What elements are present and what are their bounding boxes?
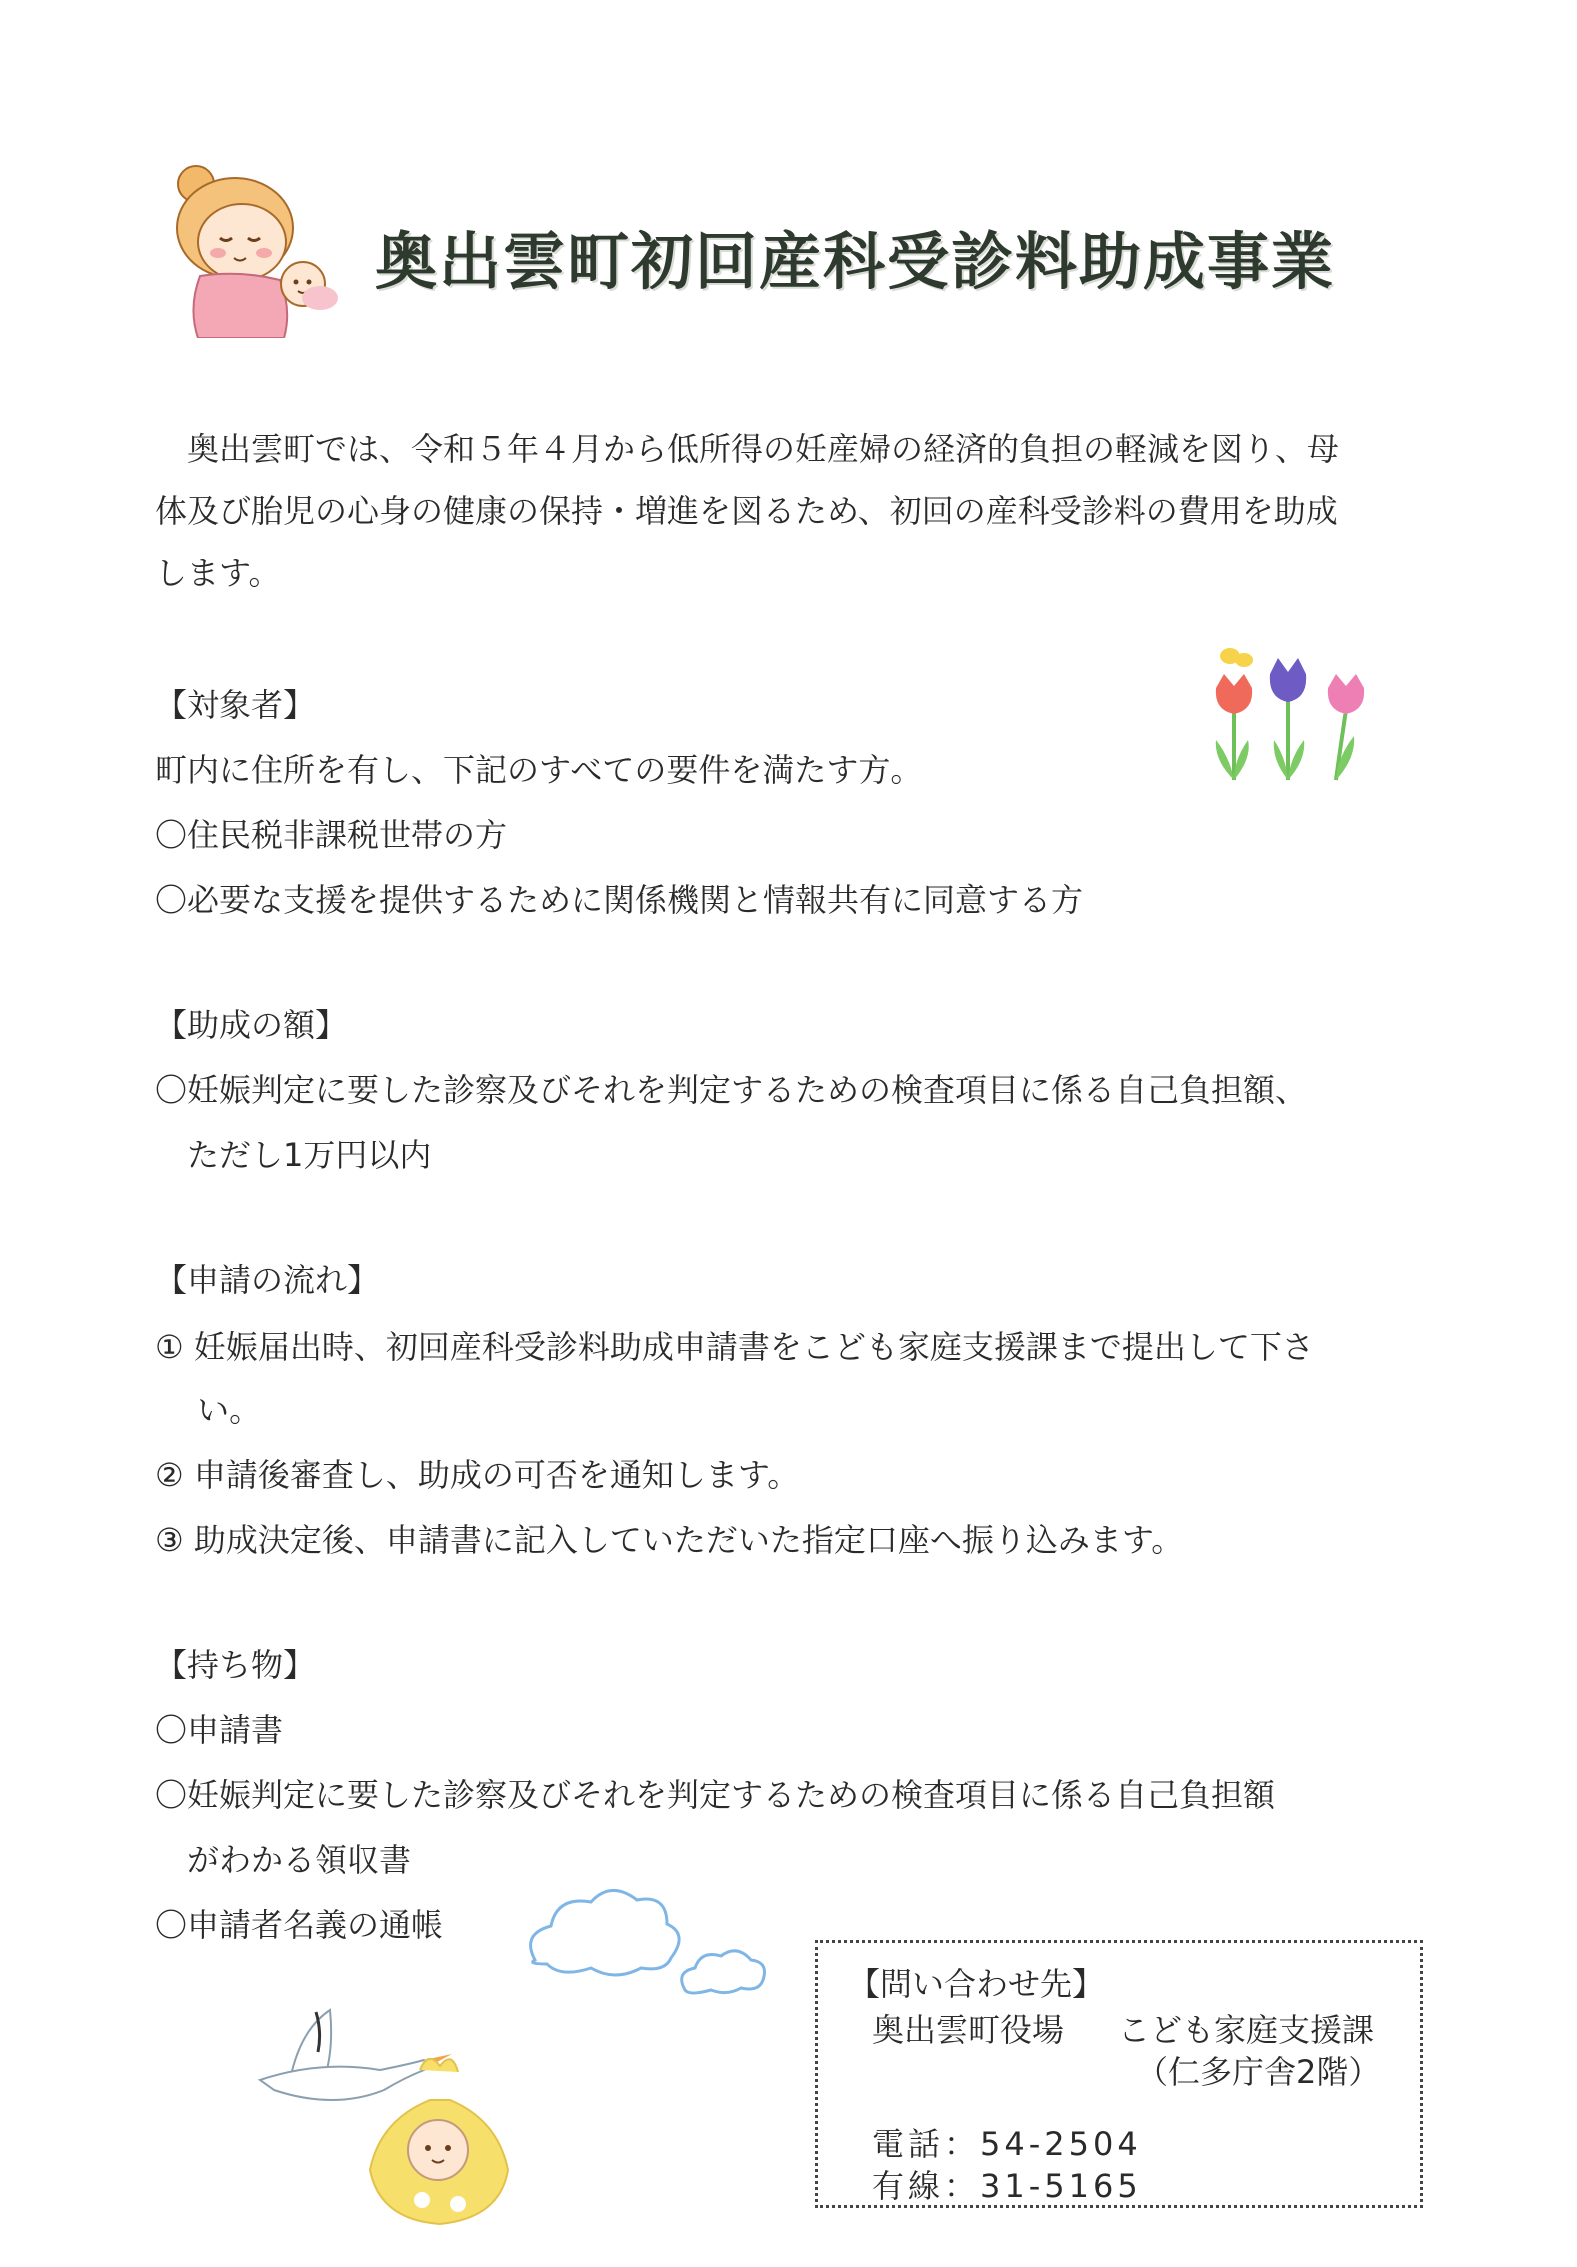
page-title: 奥出雲町初回産科受診料助成事業	[375, 225, 1336, 298]
intro-line: します。	[155, 554, 281, 592]
contact-phone: 電話：54-2504	[872, 2125, 1142, 2163]
tulips-illustration	[1200, 640, 1390, 800]
target-heading: 【対象者】	[155, 686, 316, 724]
stork-baby-illustration	[250, 2000, 550, 2230]
clouds-illustration	[515, 1880, 775, 2010]
contact-box	[815, 1940, 1423, 2208]
flow-line: い。	[155, 1391, 262, 1429]
mother-illustration	[160, 158, 350, 338]
target-line: 〇必要な支援を提供するために関係機関と情報共有に同意する方	[155, 881, 1084, 919]
contact-office: 奥出雲町役場	[872, 2011, 1065, 2049]
target-line: 〇住民税非課税世帯の方	[155, 816, 508, 854]
contact-heading: 【問い合わせ先】	[848, 1965, 1105, 2003]
flow-heading: 【申請の流れ】	[155, 1261, 380, 1299]
flow-line: ② 申請後審査し、助成の可否を通知します。	[155, 1456, 800, 1494]
intro-line: 奥出雲町では、令和５年４月から低所得の妊産婦の経済的負担の軽減を図り、母	[155, 430, 1340, 468]
intro-paragraph	[155, 418, 1339, 604]
flow-line: ③ 助成決定後、申請書に記入していただいた指定口座へ振り込みます。	[155, 1521, 1184, 1559]
amount-heading: 【助成の額】	[155, 1006, 348, 1044]
items-line: 〇妊娠判定に要した診察及びそれを判定するための検査項目に係る自己負担額	[155, 1776, 1276, 1814]
intro-line: 体及び胎児の心身の健康の保持・増進を図るため、初回の産科受診料の費用を助成	[155, 492, 1338, 530]
items-heading: 【持ち物】	[155, 1646, 316, 1684]
contact-building: （仁多庁舎2階）	[1136, 2053, 1381, 2091]
contact-wired-phone: 有線：31-5165	[872, 2167, 1142, 2205]
items-line: がわかる領収書	[155, 1841, 412, 1879]
amount-line: 〇妊娠判定に要した診察及びそれを判定するための検査項目に係る自己負担額、	[155, 1071, 1308, 1109]
items-line: 〇申請書	[155, 1711, 284, 1749]
flow-line: ① 妊娠届出時、初回産科受診料助成申請書をこども家庭支援課まで提出して下さ	[155, 1328, 1314, 1366]
amount-line: ただし1万円以内	[155, 1136, 432, 1174]
items-line: 〇申請者名義の通帳	[155, 1906, 444, 1944]
contact-department: こども家庭支援課	[1118, 2011, 1375, 2049]
target-line: 町内に住所を有し、下記のすべての要件を満たす方。	[155, 751, 923, 789]
